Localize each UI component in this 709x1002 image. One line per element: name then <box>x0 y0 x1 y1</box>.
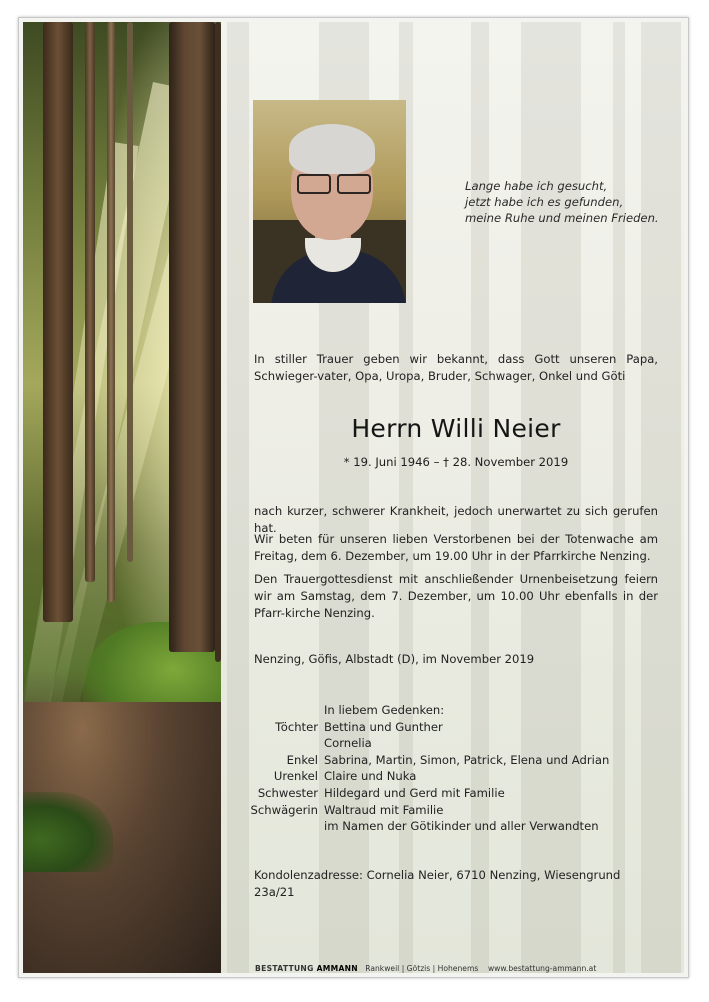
mourner-names: Waltraud mit Familie <box>324 802 444 817</box>
quote-line: jetzt habe ich es gefunden, <box>465 195 624 209</box>
mourners-list <box>240 702 609 835</box>
deceased-name: Herrn Willi Neier <box>351 414 561 443</box>
quote <box>465 178 659 226</box>
footer <box>255 964 596 973</box>
mourner-names: Bettina und Gunther <box>324 719 443 734</box>
brand-name: AMMANN <box>316 964 358 973</box>
wake-text: Wir beten für unseren lieben Verstorbenen bei der Totenwache am Freitag, dem 6. Dezember, um 19.00 Uhr in der Pfarrkirche Nenzing. <box>254 532 658 563</box>
quote-line: Lange habe ich gesucht, <box>465 179 608 193</box>
brand-prefix: BESTATTUNG <box>255 964 314 973</box>
mourner-relation: Schwägerin <box>250 802 318 817</box>
mourner-relation <box>240 735 324 752</box>
mourner-relation: Enkel <box>286 752 318 767</box>
mourner-row <box>240 768 609 785</box>
mourner-names: Sabrina, Martin, Simon, Patrick, Elena und Adrian <box>324 752 610 767</box>
mourner-relation <box>240 818 324 835</box>
circumstance-text: nach kurzer, schwerer Krankheit, jedoch unerwartet zu sich gerufen hat. <box>254 504 658 535</box>
mourner-names: Hildegard und Gerd mit Familie <box>324 785 505 800</box>
funeral-text: Den Trauergottesdienst mit anschließender Urnenbeisetzung feiern wir am Samstag, dem 7. Dezember, um 10.00 Uhr ebenfalls in der Pfarr-kirche Nenzing. <box>254 572 658 620</box>
place-date: Nenzing, Göfis, Albstadt (D), im November 2019 <box>254 652 535 666</box>
footer-website[interactable]: www.bestattung-ammann.at <box>487 964 597 973</box>
mourner-row <box>240 785 609 802</box>
mourner-row <box>240 752 609 769</box>
announcement-intro: In stiller Trauer geben wir bekannt, dass Gott unseren Papa, Schwieger-vater, Opa, Uropa, Bruder, Schwager, Onkel und Göti <box>254 352 658 383</box>
quote-line: meine Ruhe und meinen Frieden. <box>465 211 659 225</box>
mourner-names: Claire und Nuka <box>324 769 417 784</box>
mourner-relation: Töchter <box>275 719 318 734</box>
condolence-address: Kondolenzadresse: Cornelia Neier, 6710 Nenzing, Wiesengrund 23a/21 <box>254 868 621 899</box>
mourner-row <box>240 735 609 752</box>
mourners-heading-row <box>240 702 609 719</box>
portrait-photo <box>253 100 406 303</box>
forest-photo <box>23 22 221 973</box>
mourners-heading: In liebem Gedenken: <box>324 703 445 717</box>
life-dates: * 19. Juni 1946 – † 28. November 2019 <box>343 455 569 469</box>
mourner-names: im Namen der Götikinder und aller Verwandten <box>324 819 599 834</box>
mourner-row <box>240 719 609 736</box>
funeral-home-brand <box>255 964 358 973</box>
footer-locations: Rankweil | Götzis | Hohenems <box>365 964 479 973</box>
mourner-relation: Urenkel <box>273 769 318 784</box>
mourner-names: Cornelia <box>324 736 372 751</box>
mourner-row <box>240 802 609 819</box>
mourner-row <box>240 818 609 835</box>
mourner-relation: Schwester <box>257 785 318 800</box>
